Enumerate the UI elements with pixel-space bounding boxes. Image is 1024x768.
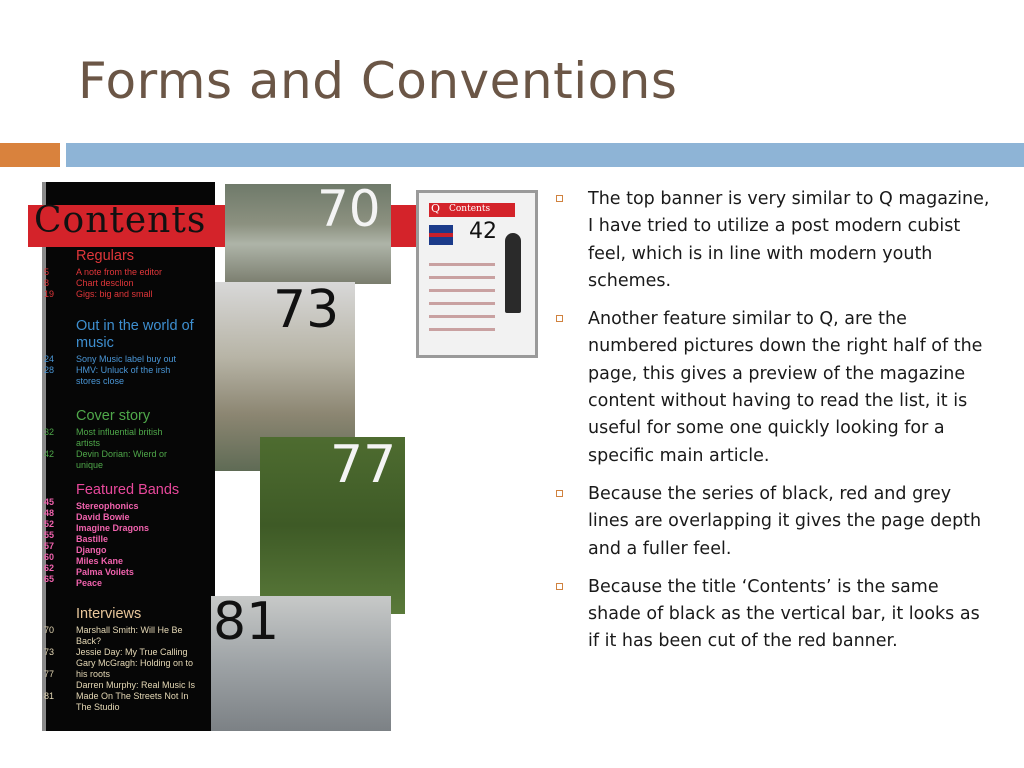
page-number: 65 <box>44 574 55 584</box>
photo-page-70 <box>225 184 391 284</box>
page-number: 52 <box>44 519 55 529</box>
section-music <box>46 318 206 387</box>
page-number: 81 <box>44 691 55 701</box>
photo-page-81 <box>211 596 391 731</box>
q-logo: Q <box>431 202 441 215</box>
page-number: 70 <box>44 625 55 635</box>
accent-bar-orange <box>0 143 60 167</box>
list-item: Stereophonics <box>76 501 139 511</box>
page-number: 19 <box>44 289 55 299</box>
page-number: 32 <box>44 427 55 437</box>
page-number: 48 <box>44 508 55 518</box>
contents-heading: Contents <box>34 200 207 241</box>
section-heading: Cover story <box>76 408 151 424</box>
red-banner-fragment <box>388 205 418 247</box>
q-page-number: 42 <box>469 219 497 244</box>
q-contents-heading: Contents <box>449 204 491 214</box>
photo-number: 70 <box>317 184 381 238</box>
page-number: 42 <box>44 449 55 459</box>
list-item: Sony Music label buy out <box>76 354 177 364</box>
page-number: 77 <box>44 669 55 679</box>
list-item: Gary McGragh: Holding on to his roots <box>76 658 194 679</box>
page-number: 62 <box>44 563 55 573</box>
page-number: 45 <box>44 497 55 507</box>
page-number: 73 <box>44 647 55 657</box>
list-item: Imagine Dragons <box>76 523 150 533</box>
section-cover-story <box>46 408 206 471</box>
photo-number: 77 <box>330 437 397 495</box>
square-bullet-icon <box>556 583 563 590</box>
magazine-contents-image <box>28 182 546 734</box>
list-item: HMV: Unluck of the irsh stores close <box>76 365 171 386</box>
list-item: Django <box>76 545 107 555</box>
list-item: A note from the editor <box>76 267 163 277</box>
section-heading: Out in the world of music <box>76 318 194 351</box>
section-interviews <box>46 606 206 713</box>
list-item: Miles Kane <box>76 556 124 566</box>
photo-number: 81 <box>213 596 280 652</box>
page-number: 24 <box>44 354 55 364</box>
list-item: Jessie Day: My True Calling <box>76 647 188 657</box>
list-item: Devin Dorian: Wierd or unique <box>76 449 168 470</box>
square-bullet-icon <box>556 195 563 202</box>
bullet-item: Because the title ‘Contents’ is the same shade of black as the vertical bar, it looks as if it has been cut of the red banner. <box>552 574 992 656</box>
page-number: 5 <box>44 267 50 277</box>
bullet-item: Because the series of black, red and grey lines are overlapping it gives the page depth and a fuller feel. <box>552 481 992 563</box>
list-item: Chart desclion <box>76 278 134 288</box>
bullet-item: Another feature similar to Q, are the numbered pictures down the right half of the page, this gives a preview of the magazine content without having to read the list, it is useful for some one quickly looking for a specific main article. <box>552 306 992 470</box>
person-silhouette-icon <box>505 233 521 313</box>
square-bullet-icon <box>556 490 563 497</box>
list-item: Darren Murphy: Real Music Is Made On The Streets Not In The Studio <box>76 680 196 712</box>
list-item: Palma Voilets <box>76 567 134 577</box>
section-heading: Interviews <box>76 606 142 622</box>
section-featured-bands <box>46 482 206 589</box>
page-number: 60 <box>44 552 55 562</box>
section-heading: Regulars <box>76 248 135 264</box>
page-number: 28 <box>44 365 55 375</box>
photo-number: 73 <box>273 282 340 340</box>
list-item: Gigs: big and small <box>76 289 153 299</box>
section-regulars <box>46 248 206 300</box>
page-number: 57 <box>44 541 55 551</box>
section-heading: Featured Bands <box>76 482 180 498</box>
list-item: Marshall Smith: Will He Be Back? <box>76 625 183 646</box>
photo-page-77 <box>260 437 405 614</box>
slide-title: Forms and Conventions <box>78 52 678 110</box>
q-magazine-thumbnail <box>416 190 538 358</box>
page-number: 8 <box>44 278 50 288</box>
list-item: David Bowie <box>76 512 130 522</box>
square-bullet-icon <box>556 315 563 322</box>
list-item: Most influential british artists <box>76 427 163 448</box>
bullet-list <box>552 186 992 667</box>
accent-bar-blue <box>66 143 1024 167</box>
list-item: Peace <box>76 578 103 588</box>
page-number: 55 <box>44 530 55 540</box>
bullet-item: The top banner is very similar to Q magazine, I have tried to utilize a post modern cubist feel, which is in line with modern youth schemes. <box>552 186 992 295</box>
list-item: Bastille <box>76 534 109 544</box>
